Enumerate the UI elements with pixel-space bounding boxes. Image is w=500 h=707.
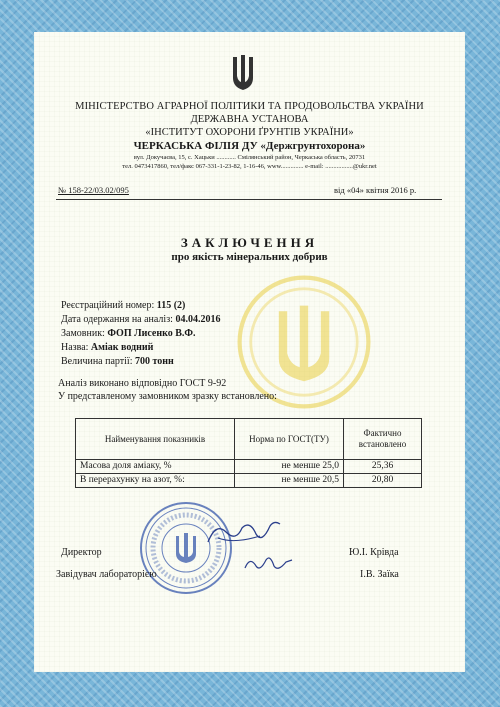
lab-head-signature-icon bbox=[242, 552, 296, 576]
table-cell: 20,80 bbox=[344, 474, 422, 488]
field-label: Дата одержання на аналіз: bbox=[61, 314, 173, 325]
column-header: Найменування показників bbox=[76, 419, 235, 460]
branch-name: ЧЕРКАСЬКА ФІЛІЯ ДУ «Держгрунтохорона» bbox=[133, 140, 366, 152]
table-cell: не менше 20,5 bbox=[235, 474, 344, 488]
table-cell: 25,36 bbox=[344, 460, 422, 474]
address-line-1: вул. Докучаєва, 15, с. Хацьки ............ Смілянський район, Черкаська область, 20731 bbox=[133, 154, 366, 161]
table-row bbox=[76, 474, 422, 488]
table-row bbox=[76, 460, 422, 474]
director-label: Директор bbox=[61, 547, 102, 558]
lab-head-label: Завідувач лабораторією bbox=[56, 569, 157, 580]
results-table bbox=[75, 418, 422, 488]
director-name: Ю.І. Крівда bbox=[349, 547, 399, 558]
analysis-intro: У представленому замовником зразку встановлено: bbox=[58, 391, 277, 402]
document-title: ЗАКЛЮЧЕННЯ bbox=[180, 235, 319, 250]
director-signature-icon bbox=[204, 516, 284, 550]
lab-head-name: І.В. Заїка bbox=[360, 569, 399, 580]
field-value: 04.04.2016 bbox=[175, 314, 221, 325]
field-batch-size bbox=[61, 356, 174, 367]
certificate-paper bbox=[34, 32, 465, 672]
registration-date: від «04» квітня 2016 р. bbox=[334, 185, 417, 195]
table-cell: Масова доля аміаку, % bbox=[76, 460, 235, 474]
ministry-name: МІНІСТЕРСТВО АГРАРНОЇ ПОЛІТИКИ ТА ПРОДОВОЛЬСТВА УКРАЇНИ bbox=[75, 101, 424, 112]
field-label: Величина партії: bbox=[61, 356, 133, 367]
field-value: 115 (2) bbox=[156, 300, 186, 311]
institute-name: «ІНСТИТУТ ОХОРОНИ ҐРУНТІВ УКРАЇНИ» bbox=[145, 127, 354, 138]
document-subtitle: про якість мінеральних добрив bbox=[171, 251, 328, 263]
field-label: Реєстраційний номер: bbox=[61, 300, 155, 311]
state-institution: ДЕРЖАВНА УСТАНОВА bbox=[190, 114, 309, 125]
table-cell: не менше 25,0 bbox=[235, 460, 344, 474]
field-reg-number bbox=[61, 300, 185, 311]
field-value: ФОП Лисенко В.Ф. bbox=[107, 328, 196, 339]
table-header-row bbox=[76, 419, 422, 460]
analysis-standard: Аналіз виконано відповідно ГОСТ 9-92 bbox=[58, 378, 227, 389]
header-divider bbox=[56, 199, 442, 200]
registration-number: № 158-22/03.02/095 bbox=[58, 185, 129, 195]
field-customer bbox=[61, 328, 195, 339]
column-header: Норма по ГОСТ(ТУ) bbox=[235, 419, 344, 460]
trident-icon bbox=[230, 54, 256, 92]
column-header: Фактично встановлено bbox=[344, 419, 422, 460]
field-value: 700 тонн bbox=[134, 356, 174, 367]
field-label: Назва: bbox=[61, 342, 89, 353]
table-cell: В перерахунку на азот, %: bbox=[76, 474, 235, 488]
field-receipt-date bbox=[61, 314, 220, 325]
field-value: Аміак водний bbox=[90, 342, 154, 353]
address-line-2: тел. 0473417860, тел/факс 067-331-1-23-82, 1-16-46, www.............. e-mail: .................@ukr.net bbox=[122, 163, 377, 170]
field-fertilizer-name bbox=[61, 342, 153, 353]
field-label: Замовник: bbox=[61, 328, 105, 339]
